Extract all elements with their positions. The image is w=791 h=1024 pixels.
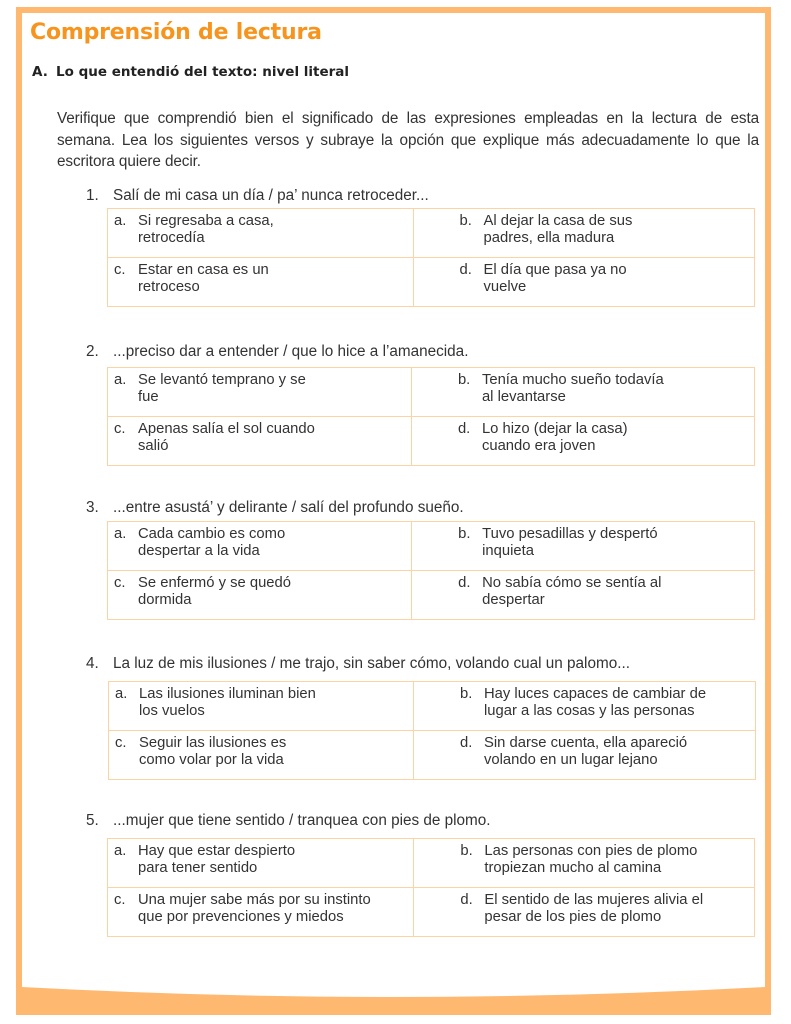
question-4 xyxy=(86,655,758,768)
question-number: 4. xyxy=(86,655,99,672)
option-line-2: los vuelos xyxy=(139,703,205,719)
question-text: La luz de mis ilusiones / me trajo, sin saber cómo, volando cual un palomo... xyxy=(113,655,630,672)
option-letter: a. xyxy=(114,843,127,859)
option-line-1: Tenía mucho sueño todavía xyxy=(481,372,664,388)
option-text xyxy=(138,892,407,926)
section-title: Lo que entendió del texto: nivel literal xyxy=(56,64,350,80)
option-cell[interactable] xyxy=(413,209,755,258)
option-text xyxy=(138,575,405,609)
option-line-2: para tener sentido xyxy=(138,860,258,876)
option-line-2: dormida xyxy=(138,592,192,608)
option-b[interactable] xyxy=(460,686,749,720)
option-d[interactable] xyxy=(458,575,748,609)
option-line-2: despertar xyxy=(482,592,545,608)
question-verse xyxy=(86,499,758,519)
option-cell[interactable] xyxy=(109,682,414,731)
option-b[interactable] xyxy=(458,372,748,406)
option-letter: a. xyxy=(114,213,127,229)
option-cell[interactable] xyxy=(108,209,414,258)
option-text xyxy=(139,686,407,720)
question-text: Salí de mi casa un día / pa’ nunca retroceder... xyxy=(113,187,429,204)
option-line-1: Seguir las ilusiones es xyxy=(139,735,287,751)
question-verse xyxy=(86,187,758,207)
question-text: ...mujer que tiene sentido / tranquea con pies de plomo. xyxy=(113,812,491,829)
option-line-1: Cada cambio es como xyxy=(138,526,286,542)
option-text xyxy=(484,686,749,720)
option-letter: d. xyxy=(457,421,471,437)
option-d[interactable] xyxy=(460,735,749,769)
options-table xyxy=(107,521,755,620)
question-1 xyxy=(86,187,758,295)
option-text xyxy=(484,735,749,769)
question-verse xyxy=(86,812,758,832)
option-line-1: No sabía cómo se sentía al xyxy=(482,575,662,591)
option-d[interactable] xyxy=(460,262,749,296)
option-letter: d. xyxy=(459,735,473,751)
options-row xyxy=(108,209,755,258)
question-2 xyxy=(86,343,758,454)
option-a[interactable] xyxy=(114,372,405,406)
option-line-2: salió xyxy=(138,438,169,454)
page-title: Comprensión de lectura xyxy=(30,20,322,45)
option-d[interactable] xyxy=(460,892,748,926)
option-cell[interactable] xyxy=(108,888,414,937)
option-line-1: Hay que estar despierto xyxy=(138,843,296,859)
options-table xyxy=(108,681,756,780)
option-letter: c. xyxy=(114,575,126,591)
option-line-1: Lo hizo (dejar la casa) xyxy=(481,421,628,437)
option-letter: b. xyxy=(458,526,471,542)
option-letter: d. xyxy=(458,575,471,591)
option-cell[interactable] xyxy=(108,839,414,888)
option-line-2: fue xyxy=(138,389,159,405)
option-text xyxy=(484,262,749,296)
option-line-2: retrocedía xyxy=(138,230,205,246)
option-letter: b. xyxy=(459,213,472,229)
option-line-1: Estar en casa es un xyxy=(138,262,269,278)
option-line-2: lugar a las cosas y las personas xyxy=(483,703,695,719)
option-letter: b. xyxy=(459,686,473,702)
question-text: ...entre asustá’ y delirante / salí del profundo sueño. xyxy=(113,499,464,516)
option-line-1: El sentido de las mujeres alivia el xyxy=(484,892,704,908)
options-row xyxy=(108,888,755,937)
options-table xyxy=(107,838,755,937)
option-letter: c. xyxy=(115,735,127,751)
section-letter: A. xyxy=(32,64,48,80)
option-line-1: Si regresaba a casa, xyxy=(138,213,274,229)
question-number: 2. xyxy=(86,343,99,360)
option-a[interactable] xyxy=(114,843,407,877)
option-line-2: cuando era joven xyxy=(481,438,596,454)
options-table xyxy=(107,367,755,466)
option-line-1: Se enfermó y se quedó xyxy=(138,575,291,591)
option-cell[interactable] xyxy=(108,368,412,417)
question-number: 3. xyxy=(86,499,99,516)
question-number: 1. xyxy=(86,187,99,204)
option-cell[interactable] xyxy=(413,682,755,731)
option-c[interactable] xyxy=(114,421,405,455)
options-table xyxy=(107,208,755,307)
option-text xyxy=(138,262,407,296)
option-line-2: despertar a la vida xyxy=(138,543,260,559)
instructions-paragraph: Verifique que comprendió bien el significado de las expresiones empleadas en la lectura de esta semana. Lea los siguientes versos y subraye la opción que explique más adecuadamente lo que la escritora quiere decir. xyxy=(57,110,759,170)
option-letter: c. xyxy=(114,421,126,437)
option-cell[interactable] xyxy=(411,368,754,417)
option-letter: d. xyxy=(460,892,473,908)
option-letter: b. xyxy=(457,372,471,388)
option-cell[interactable] xyxy=(414,839,755,888)
option-line-1: Se levantó temprano y se xyxy=(138,372,306,388)
question-3 xyxy=(86,499,758,608)
option-line-1: Hay luces capaces de cambiar de xyxy=(483,686,707,702)
option-b[interactable] xyxy=(460,843,748,877)
option-line-1: Las personas con pies de plomo xyxy=(484,843,698,859)
option-line-2: padres, ella madura xyxy=(483,230,615,246)
options-row xyxy=(108,368,755,417)
option-line-2: como volar por la vida xyxy=(139,752,284,768)
option-line-2: retroceso xyxy=(138,279,200,295)
option-a[interactable] xyxy=(114,526,405,560)
option-b[interactable] xyxy=(458,526,748,560)
option-text xyxy=(482,526,748,560)
option-cell[interactable] xyxy=(412,522,755,571)
options-row xyxy=(108,417,755,466)
option-line-2: al levantarse xyxy=(481,389,566,405)
option-text xyxy=(138,213,407,247)
section-heading xyxy=(32,64,349,80)
option-line-1: Sin darse cuenta, ella apareció xyxy=(483,735,688,751)
option-letter: d. xyxy=(459,262,472,278)
option-c[interactable] xyxy=(114,575,405,609)
option-cell[interactable] xyxy=(109,731,414,780)
options-row xyxy=(108,522,755,571)
option-letter: a. xyxy=(115,686,128,702)
options-row xyxy=(108,571,755,620)
question-verse xyxy=(86,343,758,363)
option-cell[interactable] xyxy=(108,258,414,307)
option-line-1: Las ilusiones iluminan bien xyxy=(139,686,316,702)
option-line-1: Tuvo pesadillas y despertó xyxy=(482,526,658,542)
option-c[interactable] xyxy=(114,892,407,926)
option-letter: a. xyxy=(114,372,127,388)
option-text xyxy=(139,735,407,769)
option-c[interactable] xyxy=(114,262,407,296)
option-cell[interactable] xyxy=(108,417,412,466)
option-letter: c. xyxy=(114,262,126,278)
option-d[interactable] xyxy=(458,421,748,455)
option-letter: a. xyxy=(114,526,127,542)
option-a[interactable] xyxy=(115,686,407,720)
option-cell[interactable] xyxy=(412,571,755,620)
option-line-1: Al dejar la casa de sus xyxy=(483,213,633,229)
option-cell[interactable] xyxy=(411,417,754,466)
question-number: 5. xyxy=(86,812,99,829)
options-row xyxy=(109,731,756,780)
option-line-1: Una mujer sabe más por su instinto xyxy=(138,892,371,908)
option-c[interactable] xyxy=(115,735,407,769)
option-text xyxy=(138,843,407,877)
option-cell[interactable] xyxy=(414,888,755,937)
options-row xyxy=(109,682,756,731)
options-row xyxy=(108,258,755,307)
option-text xyxy=(482,372,748,406)
option-letter: c. xyxy=(114,892,126,908)
option-text xyxy=(138,421,405,455)
question-5 xyxy=(86,812,758,925)
option-line-2: tropiezan mucho al camina xyxy=(484,860,662,876)
option-text xyxy=(484,213,749,247)
option-line-2: inquieta xyxy=(482,543,534,559)
option-cell[interactable] xyxy=(108,522,412,571)
option-text xyxy=(138,526,405,560)
option-b[interactable] xyxy=(460,213,749,247)
option-line-2: pesar de los pies de plomo xyxy=(484,909,662,925)
option-cell[interactable] xyxy=(413,258,755,307)
option-text xyxy=(482,575,748,609)
option-text xyxy=(138,372,405,406)
option-text xyxy=(482,421,748,455)
option-line-2: volando en un lugar lejano xyxy=(483,752,658,768)
option-line-1: Apenas salía el sol cuando xyxy=(138,421,315,437)
option-cell[interactable] xyxy=(108,571,412,620)
option-cell[interactable] xyxy=(413,731,755,780)
option-text xyxy=(484,892,748,926)
question-verse xyxy=(86,655,758,675)
option-text xyxy=(484,843,748,877)
options-row xyxy=(108,839,755,888)
question-text: ...preciso dar a entender / que lo hice a l’amanecida. xyxy=(113,343,469,360)
option-line-2: vuelve xyxy=(483,279,527,295)
option-a[interactable] xyxy=(114,213,407,247)
option-line-1: El día que pasa ya no xyxy=(483,262,627,278)
option-letter: b. xyxy=(460,843,473,859)
option-line-2: que por prevenciones y miedos xyxy=(138,909,344,925)
